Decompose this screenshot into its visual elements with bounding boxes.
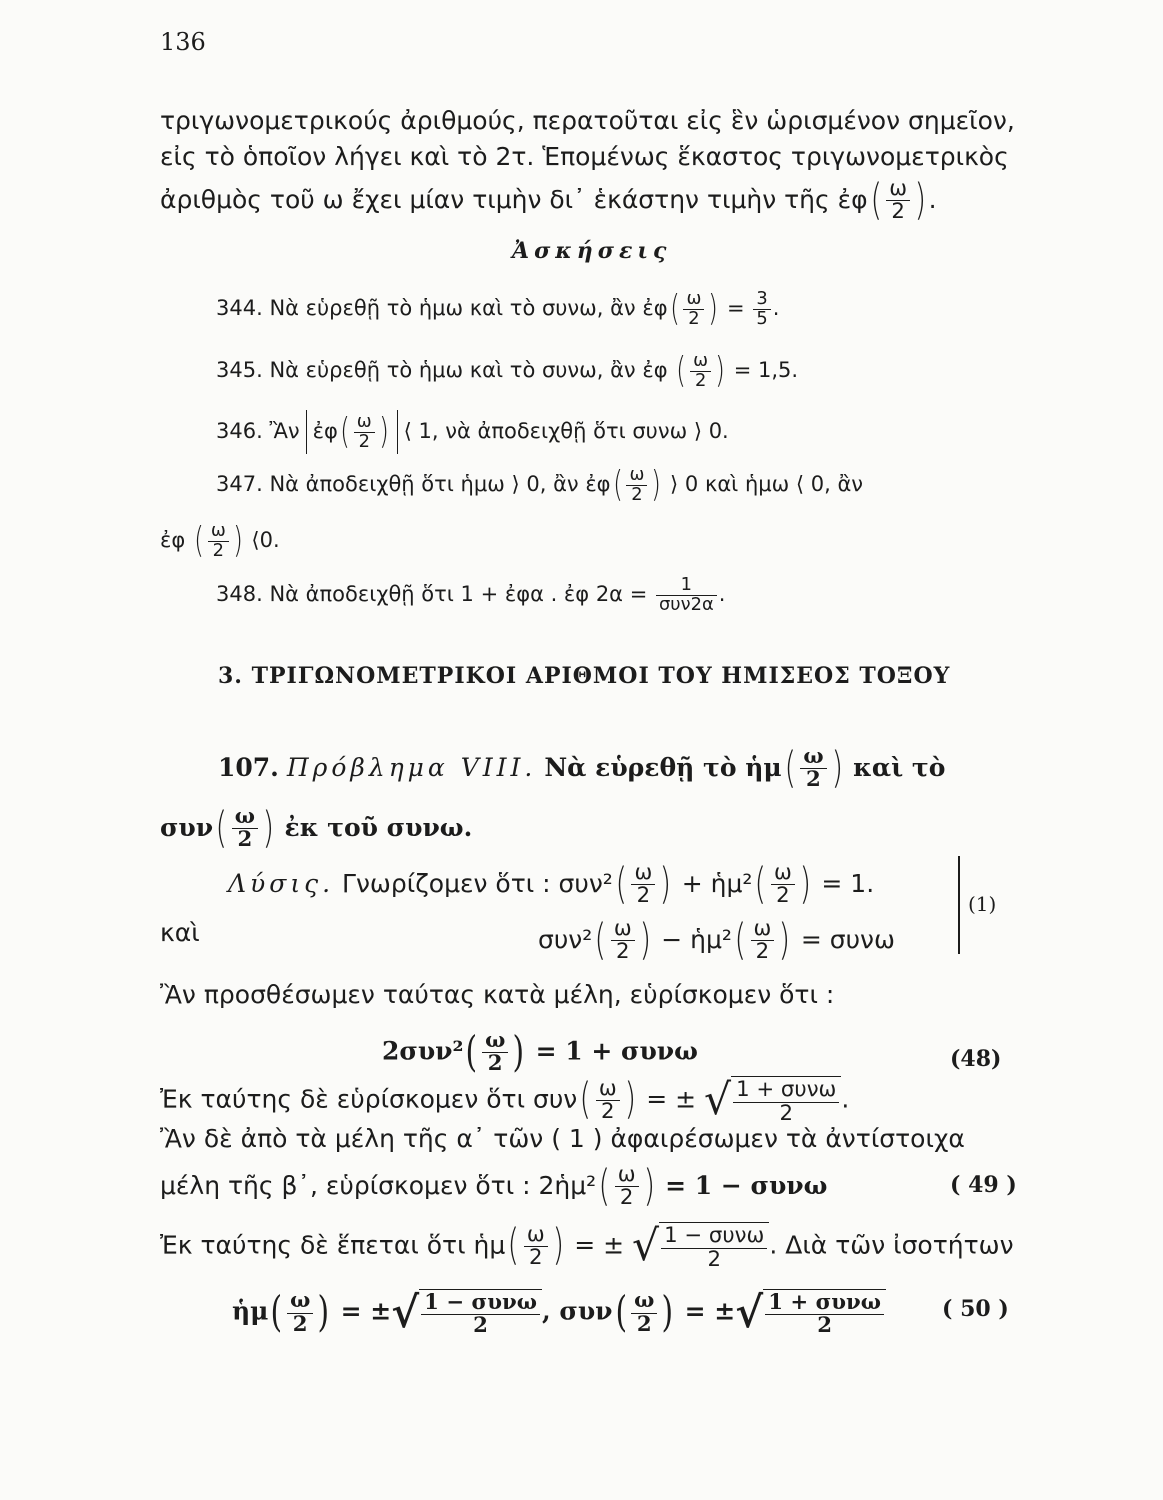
solution-line-2-label: καὶ — [160, 918, 200, 947]
text-line: ἀριθμὸς τοῦ ω ἔχει μίαν τιμὴν δι᾽ ἑκάστην τιμὴν τῆς ἐφ( $\frac{\omega}{2}$ ). — [160, 175, 937, 225]
exercise-348: 348. Νὰ ἀποδειχθῇ ὅτι 1 + ἐφα . ἐφ 2α = $\frac{1}{\text{συν2α}}$ . — [216, 574, 726, 615]
equation-50: ἡμ( $\frac{\omega}{2}$ ) = ±√ $\frac{\text{1 − συνω}}{2}$ , συν( $\frac{\omega}{2}$ ) = ±√ $\frac{\text{1 + συνω}}{2}$ — [232, 1288, 886, 1338]
page-number: 136 — [160, 28, 206, 56]
exercise-347: 347. Νὰ ἀποδειχθῇ ὅτι ἡμω ⟩ 0, ἂν ἐφ( $\frac{\omega}{2}$ ) ⟩ 0 καὶ ἡμω ⟨ 0, ἂν — [216, 464, 864, 506]
solution-line-7: μέλη τῆς β᾽, εὑρίσκομεν ὅτι : 2ἡμ²( $\frac{\omega}{2}$ ) = 1 − συνω — [160, 1161, 828, 1211]
solution-line-2: συν²( $\frac{\omega}{2}$ ) − ἡμ²( $\frac{\omega}{2}$ ) = συνω — [538, 915, 895, 965]
system-label: (1) — [968, 892, 997, 916]
solution-line-3: Ἂν προσθέσωμεν ταύτας κατὰ μέλη, εὑρίσκομεν ὅτι : — [160, 980, 835, 1009]
equation-number-50: ( 50 ) — [942, 1296, 1009, 1322]
fraction-3-5: $\frac{3}{5}$ — [753, 290, 770, 328]
solution-line-6: Ἂν δὲ ἀπὸ τὰ μέλη τῆς α᾽ τῶν ( 1 ) ἀφαιρέσωμεν τὰ ἀντίστοιχα — [160, 1124, 965, 1153]
solution-line-8: Ἐκ ταύτης δὲ ἕπεται ὅτι ἡμ( $\frac{\omega}{2}$ ) = ± √ $\frac{\text{1 − συνω}}{2}$ . Διὰ τῶν ἰσοτήτων — [160, 1221, 1014, 1272]
solution-line-5: Ἐκ ταύτης δὲ εὑρίσκομεν ὅτι συν( $\frac{\omega}{2}$ ) = ± √ $\frac{\text{1 + συνω}}{2}$ . — [160, 1075, 850, 1126]
equation-number-48: (48) — [950, 1046, 1002, 1072]
text-line: τριγωνομετρικούς ἀριθμούς, περατοῦται εἰς ἓν ὡρισμένον σημεῖον, — [160, 106, 1015, 135]
exercise-346: 346. Ἂν ἐφ( $\frac{\omega}{2}$ ) ⟨ 1, νὰ ἀποδειχθῇ ὅτι συνω ⟩ 0. — [216, 410, 729, 453]
section-heading: 3. ΤΡΙΓΩΝΟΜΕΤΡΙΚΟΙ ΑΡΙΘΜΟΙ ΤΟΥ ΗΜΙΣΕΟΣ ΤΟΞΟΥ — [218, 663, 951, 689]
equation-48: 2συν²( $\frac{\omega}{2}$ ) = 1 + συνω — [382, 1027, 698, 1077]
exercises-heading: Ἀσκήσεις — [512, 238, 672, 264]
fraction-omega-2: $\frac{\omega}{2}$ — [886, 178, 910, 224]
equation-number-49: ( 49 ) — [950, 1172, 1017, 1198]
problem-107: 107. Πρόβλημα VIII. Νὰ εὑρεθῇ τὸ ἡμ( $\frac{\omega}{2}$ ) καὶ τὸ — [218, 743, 946, 793]
text-line: εἰς τὸ ὁποῖον λήγει καὶ τὸ 2τ. Ἑπομένως ἕκαστος τριγωνομετρικὸς — [160, 142, 1009, 171]
exercise-347-cont: ἐφ ( $\frac{\omega}{2}$ ) ⟨0. — [160, 520, 280, 562]
exercise-345: 345. Νὰ εὑρεθῇ τὸ ἡμω καὶ τὸ συνω, ἂν ἐφ ( $\frac{\omega}{2}$ ) = 1,5. — [216, 350, 799, 392]
problem-107-cont: συν( $\frac{\omega}{2}$ ) ἐκ τοῦ συνω. — [160, 803, 473, 853]
system-brace — [958, 856, 960, 954]
solution-line-1: Λύσις. Γνωρίζομεν ὅτι : συν²( $\frac{\omega}{2}$ ) + ἡμ²( $\frac{\omega}{2}$ ) = 1. — [228, 859, 875, 909]
exercise-344: 344. Νὰ εὑρεθῇ τὸ ἡμω καὶ τὸ συνω, ἂν ἐφ( $\frac{\omega}{2}$ ) = $\frac{3}{5}$ . — [216, 288, 780, 330]
